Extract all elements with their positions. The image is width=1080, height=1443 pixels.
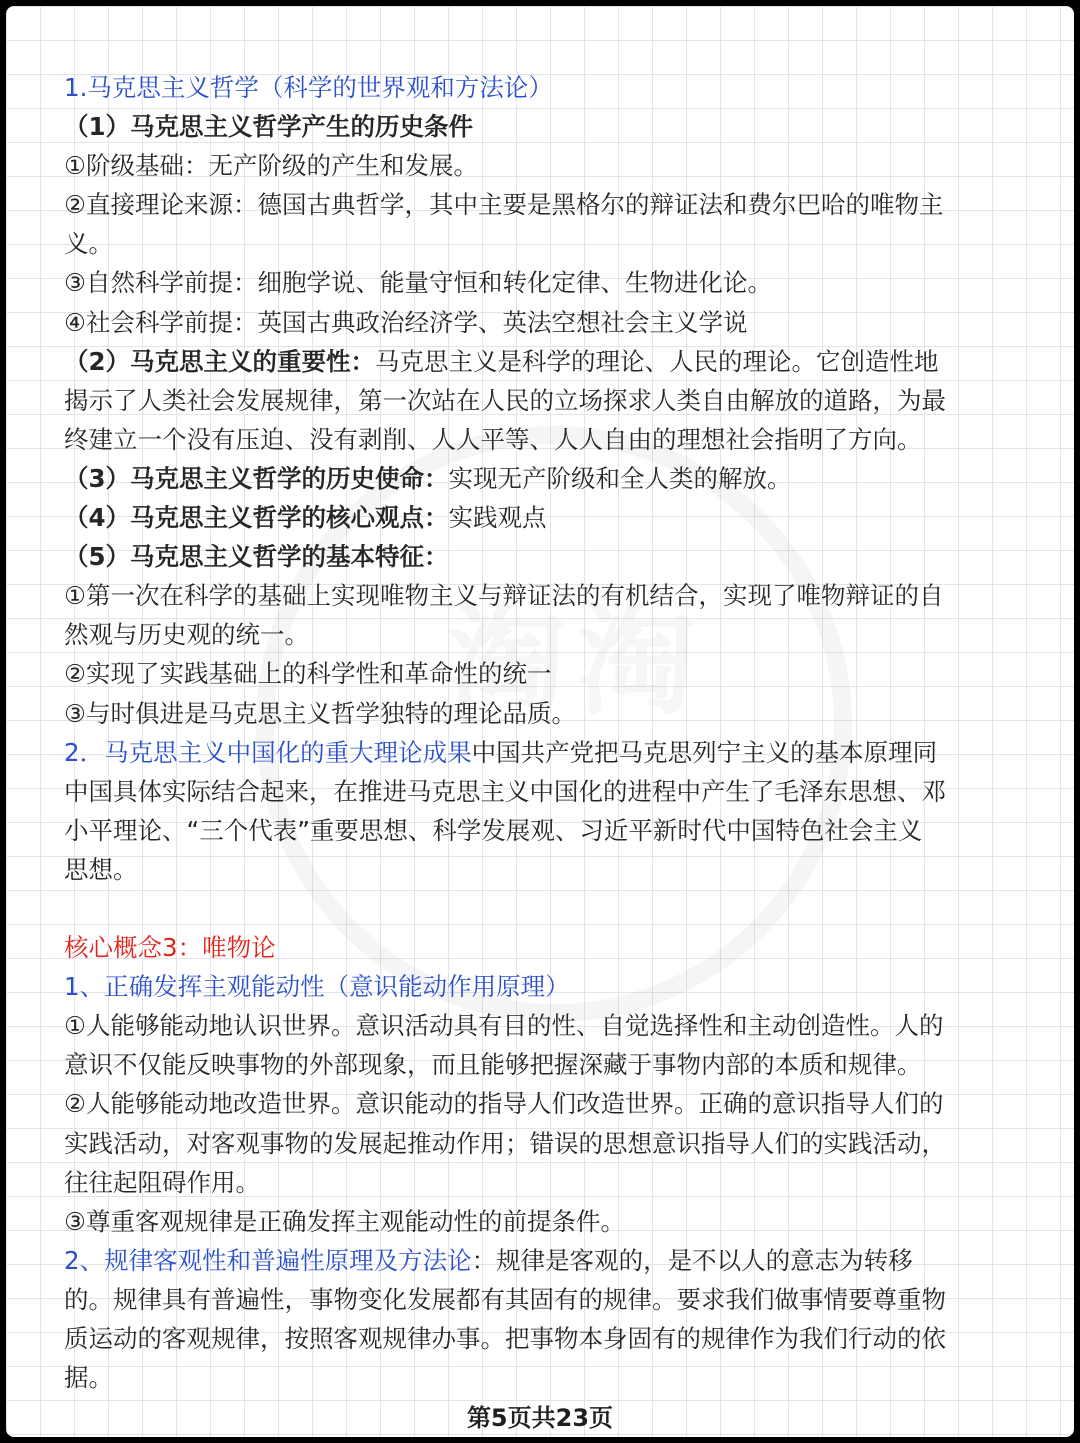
core3-heading-1: 1、正确发挥主观能动性（意识能动作用原理） (64, 972, 570, 1002)
section1-sub3 (64, 459, 1014, 498)
core3-paragraph-line: ①人能够能动地认识世界。意识活动具有目的性、自觉选择性和主动创造性。人的 (64, 1011, 944, 1041)
core3-paragraph-line: 往往起阻碍作用。 (64, 1167, 260, 1197)
section1-sub4 (64, 498, 1014, 537)
section2-text-line: 中国具体实际结合起来，在推进马克思主义中国化的进程中产生了毛泽东思想、邓 (64, 776, 946, 806)
list-item: ③自然科学前提：细胞学说、能量守恒和转化定律、生物进化论。 (64, 268, 772, 298)
sub2-text-line: 揭示了人类社会发展规律，第一次站在人民的立场探求人类自由解放的道路，为最 (64, 385, 946, 415)
section1-heading: 1.马克思主义哲学（科学的世界观和方法论） (64, 73, 553, 102)
section2-text: 中国共产党把马克思列宁主义的基本原理同 (471, 737, 938, 767)
core3-paragraph-line: ②人能够能动地改造世界。意识能动的指导人们改造世界。正确的意识指导人们的 (64, 1089, 944, 1119)
sub2-label: （2）马克思主义的重要性： (64, 346, 376, 376)
core3-paragraph-line: 的。规律具有普遍性，事物变化发展都有其固有的规律。要求我们做事情要尊重物 (64, 1284, 946, 1314)
list-item: 义。 (64, 229, 113, 259)
core3-paragraph-line: 意识不仅能反映事物的外部现象，而且能够把握深藏于事物内部的本质和规律。 (64, 1050, 922, 1080)
feature-item: 然观与历史观的统一。 (64, 620, 309, 650)
sub2-text: 马克思主义是科学的理论、人民的理论。它创造性地 (375, 346, 939, 376)
watermark-text: 淘淘 (446, 591, 706, 732)
sub4-text: 实践观点 (448, 503, 547, 533)
section2-heading-line (64, 733, 1014, 772)
feature-item: ①第一次在科学的基础上实现唯物主义与辩证法的有机结合，实现了唯物辩证的自 (64, 581, 944, 611)
core3-paragraph-line: 据。 (64, 1363, 113, 1393)
section1-sub5: （5）马克思主义哲学的基本特征： (64, 542, 449, 572)
section2-heading: 2．马克思主义中国化的重大理论成果 (64, 737, 472, 767)
section1-sub2 (64, 342, 1014, 381)
core3-heading-2: 2、规律客观性和普遍性原理及方法论 (64, 1245, 472, 1275)
section2-text-line: 小平理论、“三个代表”重要思想、科学发展观、习近平新时代中国特色社会主义 (64, 815, 923, 845)
list-item: ④社会科学前提：英国古典政治经济学、英法空想社会主义学说 (64, 307, 748, 337)
core3-paragraph-line: ③尊重客观规律是正确发挥主观能动性的前提条件。 (64, 1206, 625, 1236)
feature-item: ②实现了实践基础上的科学性和革命性的统一 (64, 659, 552, 689)
section1-sub1: （1）马克思主义哲学产生的历史条件 (64, 112, 474, 142)
page-number: 第5页共23页 (466, 1404, 614, 1432)
core3-heading-2-line (64, 1241, 1014, 1280)
sub3-label: （3）马克思主义哲学的历史使命： (64, 463, 449, 493)
core3-p2-text: 规律是客观的，是不以人的意志为转移 (496, 1245, 913, 1275)
list-item: ②直接理论来源：德国古典哲学，其中主要是黑格尔的辩证法和费尔巴哈的唯物主 (64, 190, 944, 220)
feature-item: ③与时俱进是马克思主义哲学独特的理论品质。 (64, 698, 576, 728)
list-item: ①阶级基础：无产阶级的产生和发展。 (64, 151, 478, 181)
section2-text-line: 思想。 (64, 854, 138, 884)
note-content (64, 68, 1014, 1397)
core3-title: 核心概念3：唯物论 (64, 933, 276, 963)
sub2-text-line: 终建立一个没有压迫、没有剥削、人人平等、人人自由的理想社会指明了方向。 (64, 424, 922, 454)
note-page (6, 6, 1074, 1437)
sub3-text: 实现无产阶级和全人类的解放。 (448, 463, 792, 493)
core3-paragraph-line: 质运动的客观规律，按照客观规律办事。把事物本身固有的规律作为我们行动的依 (64, 1324, 946, 1353)
sub4-label: （4）马克思主义哲学的核心观点： (64, 503, 449, 533)
core3-colon: ： (471, 1245, 497, 1275)
spacer (64, 889, 1014, 928)
core3-paragraph-line: 实践活动，对客观事物的发展起推动作用；错误的思想意识指导人们的实践活动， (64, 1128, 946, 1158)
